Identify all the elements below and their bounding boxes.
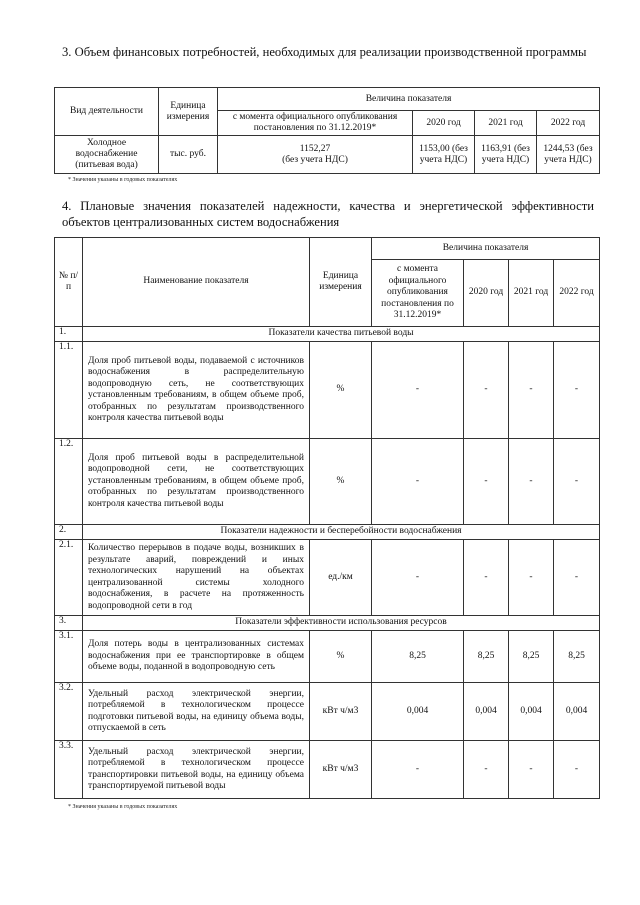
cell-official (218, 136, 413, 174)
indicator-unit: % (310, 439, 372, 525)
value-2020: 0,004 (464, 683, 509, 741)
row-number: 2.1. (55, 540, 83, 616)
indicator-unit: кВт ч/м3 (310, 741, 372, 799)
row-number: 1.1. (55, 342, 83, 439)
header-2021: 2021 год (475, 111, 537, 136)
section-title: Показатели эффективности использования ресурсов (83, 616, 600, 631)
indicator-unit: ед./км (310, 540, 372, 616)
indicator-name: Удельный расход электрической энергии, потребляемой в технологическом процессе подготовки питьевой воды, на единицу объема воды, отпускаемой в сеть (83, 683, 310, 741)
indicator-unit: кВт ч/м3 (310, 683, 372, 741)
header-official-period: с момента официального опубликования постановления по 31.12.2019* (218, 111, 413, 136)
value-official: - (372, 540, 464, 616)
value-2020: - (464, 342, 509, 439)
header-value: Величина показателя (218, 88, 600, 111)
header-2022: 2022 год (554, 260, 600, 327)
value-2022: 8,25 (554, 631, 600, 683)
cell-official-note: (без учета НДС) (282, 154, 348, 165)
header-official-period: с момента официального опубликования постановления по 31.12.2019* (372, 260, 464, 327)
row-number: 3.1. (55, 631, 83, 683)
value-2022: 0,004 (554, 683, 600, 741)
table-row (55, 136, 600, 174)
table-row (55, 540, 600, 616)
value-2021: - (509, 540, 554, 616)
value-2021: - (509, 439, 554, 525)
cell-2020: 1153,00 (без учета НДС) (413, 136, 475, 174)
cell-unit: тыс. руб. (159, 136, 218, 174)
header-name: Наименование показателя (83, 238, 310, 327)
header-num: № п/п (55, 238, 83, 327)
section-title: Показатели качества питьевой воды (83, 327, 600, 342)
header-2021: 2021 год (509, 260, 554, 327)
cell-official-value: 1152,27 (299, 143, 331, 154)
indicator-name: Доля проб питьевой воды в распределительной водопроводной сети, не соответствующих установленным требованиям, в общем объеме проб, отобранных по результатам производственного контроля качества питьевой воды (83, 439, 310, 525)
section-3-heading: 3. Объем финансовых потребностей, необходимых для реализации производственной программы (62, 45, 587, 59)
row-number: 2. (55, 525, 83, 540)
value-official: - (372, 439, 464, 525)
row-number: 3.3. (55, 741, 83, 799)
value-2021: 0,004 (509, 683, 554, 741)
value-2021: - (509, 741, 554, 799)
value-2020: - (464, 741, 509, 799)
table-row (55, 342, 600, 439)
value-2020: 8,25 (464, 631, 509, 683)
value-2020: - (464, 540, 509, 616)
indicators-table (54, 237, 600, 799)
indicator-name: Доля проб питьевой воды, подаваемой с источников водоснабжения в распределительную водопроводную сеть, не соответствующих установленным требованиям, в общем объеме проб, отобранных по результатам производственного контроля качества питьевой воды (83, 342, 310, 439)
footnote: * Значения указаны в годовых показателях (68, 177, 178, 183)
row-number: 3.2. (55, 683, 83, 741)
value-2022: - (554, 540, 600, 616)
value-2020: - (464, 439, 509, 525)
row-number: 3. (55, 616, 83, 631)
header-unit: Единица измерения (310, 238, 372, 327)
section-row (55, 327, 600, 342)
financial-needs-table (54, 87, 600, 174)
table-row (55, 683, 600, 741)
section-4-heading: 4. Плановые значения показателей надежности, качества и энергетической эффективности объектов централизованных систем водоснабжения (62, 199, 594, 229)
table-row (55, 439, 600, 525)
row-number: 1.2. (55, 439, 83, 525)
value-2022: - (554, 741, 600, 799)
indicator-name: Доля потерь воды в централизованных системах водоснабжения при ее транспортировке в общем объеме воды, поданной в водопроводную сеть (83, 631, 310, 683)
indicator-unit: % (310, 342, 372, 439)
value-2021: 8,25 (509, 631, 554, 683)
section-title: Показатели надежности и бесперебойности водоснабжения (83, 525, 600, 540)
header-unit: Единица измерения (159, 88, 218, 136)
indicator-name: Количество перерывов в подаче воды, возникших в результате аварий, повреждений и иных технологических нарушений на объектах централизованной системы холодного водоснабжения, в расчете на протяженность водопроводной сети в год (83, 540, 310, 616)
header-2020: 2020 год (464, 260, 509, 327)
table-row (55, 741, 600, 799)
header-value: Величина показателя (372, 238, 600, 260)
footnote: * Значения указаны в годовых показателях (68, 804, 178, 810)
cell-2021: 1163,91 (без учета НДС) (475, 136, 537, 174)
header-activity: Вид деятельности (55, 88, 159, 136)
header-2020: 2020 год (413, 111, 475, 136)
value-official: - (372, 741, 464, 799)
row-number: 1. (55, 327, 83, 342)
value-2022: - (554, 439, 600, 525)
table-row (55, 631, 600, 683)
section-row (55, 616, 600, 631)
value-2022: - (554, 342, 600, 439)
header-2022: 2022 год (537, 111, 600, 136)
value-official: - (372, 342, 464, 439)
section-row (55, 525, 600, 540)
cell-2022: 1244,53 (без учета НДС) (537, 136, 600, 174)
value-official: 0,004 (372, 683, 464, 741)
indicator-name: Удельный расход электрической энергии, потребляемой в технологическом процессе транспортировки питьевой воды, на единицу объема транспортируемой питьевой воды (83, 741, 310, 799)
cell-activity: Холодное водоснабжение (питьевая вода) (55, 136, 159, 174)
indicator-unit: % (310, 631, 372, 683)
value-2021: - (509, 342, 554, 439)
value-official: 8,25 (372, 631, 464, 683)
